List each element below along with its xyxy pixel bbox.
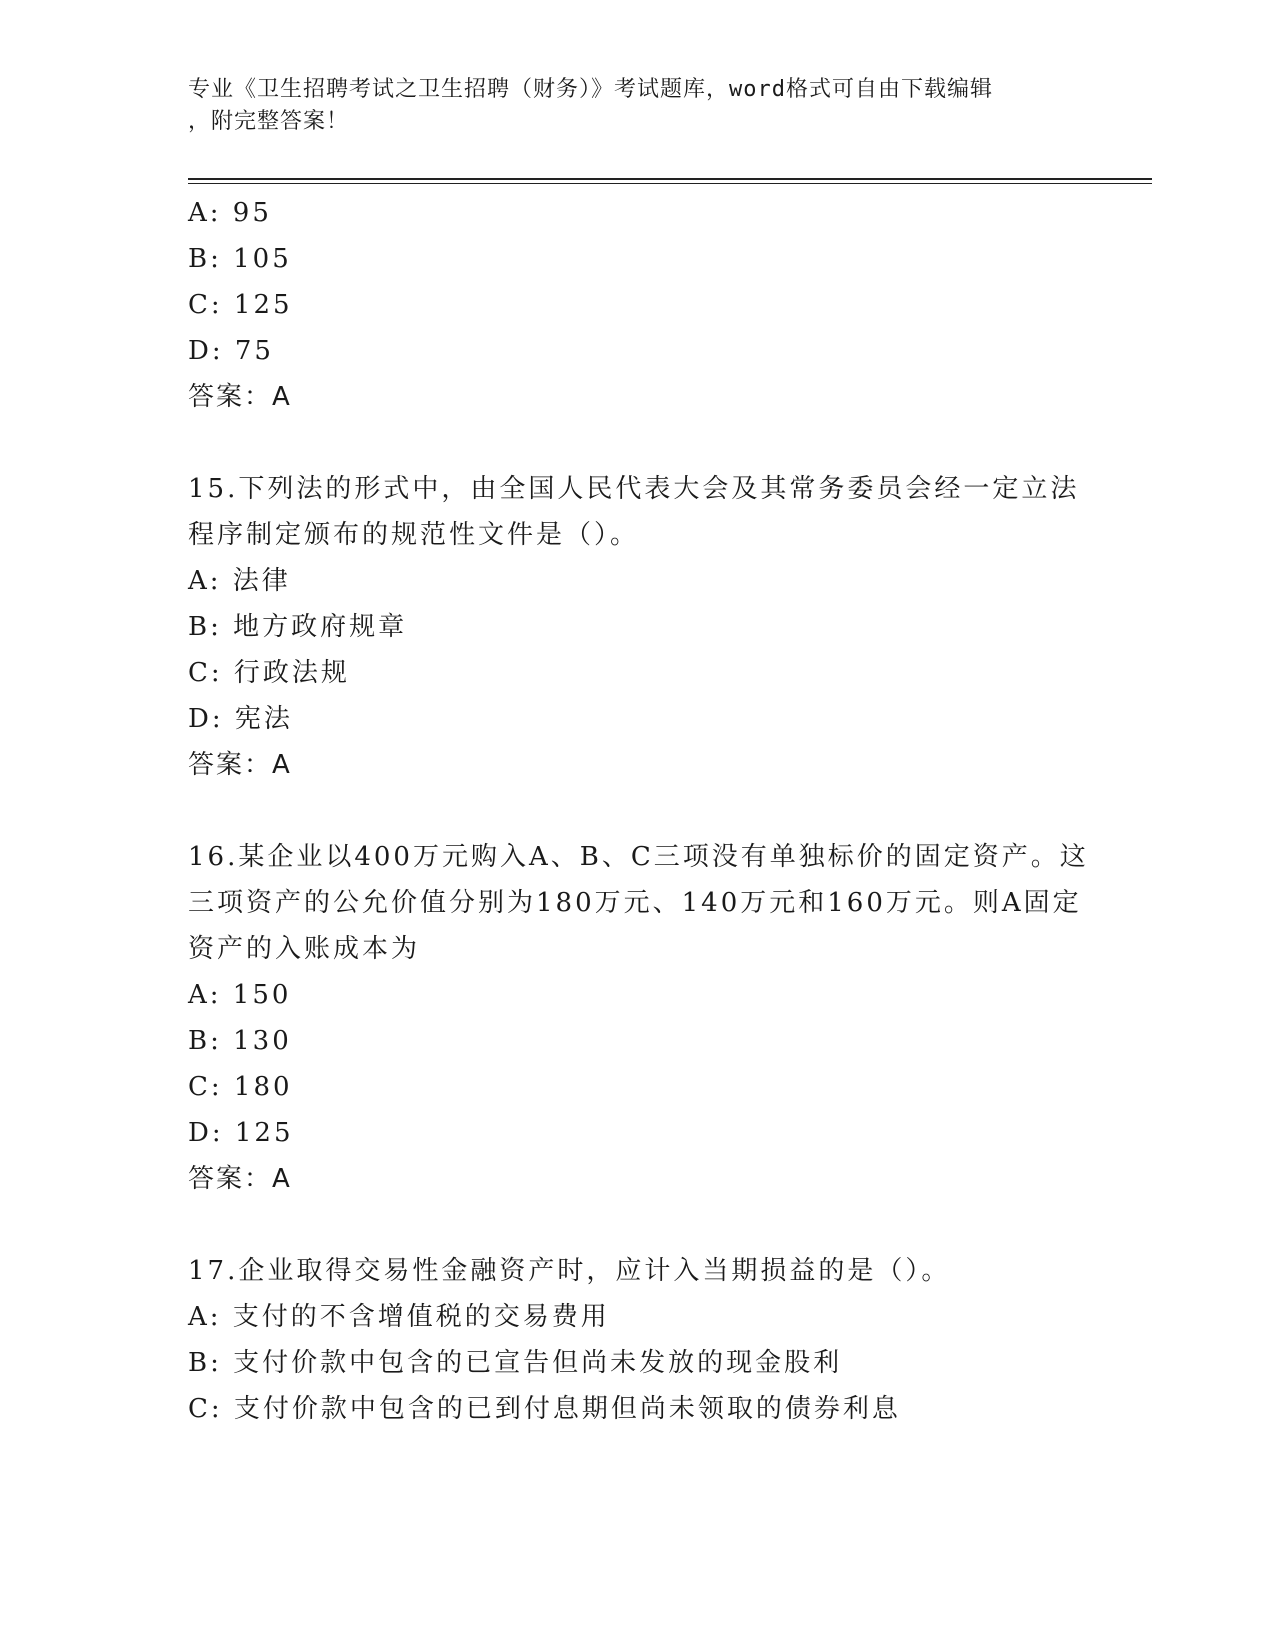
question-16 [188, 834, 1088, 1202]
answer-line: 答案：A [188, 382, 292, 412]
option-b: B: 130 [188, 1026, 292, 1056]
question-17 [188, 1248, 1088, 1432]
question-text-continued-2: 资产的入账成本为 [188, 934, 421, 964]
header-divider-thin [188, 183, 1152, 184]
option-d: D: 75 [188, 336, 274, 366]
option-a: A: 95 [188, 198, 272, 228]
answer-line: 答案：A [188, 750, 292, 780]
option-d: D: 宪法 [188, 704, 293, 734]
option-a: A: 法律 [188, 566, 291, 596]
option-d: D: 125 [188, 1118, 294, 1148]
option-a: A: 150 [188, 980, 292, 1010]
option-b: B: 地方政府规章 [188, 612, 408, 642]
header-divider-thick [188, 178, 1152, 180]
option-b: B: 105 [188, 244, 292, 274]
question-15 [188, 466, 1088, 788]
option-c: C: 125 [188, 290, 293, 320]
header-line-2: ，附完整答案！ [188, 109, 350, 134]
option-c: C: 支付价款中包含的已到付息期但尚未领取的债券利息 [188, 1394, 901, 1424]
question-text: 16.某企业以400万元购入A、B、C三项没有单独标价的固定资产。这 [188, 842, 1089, 872]
question-text: 15.下列法的形式中，由全国人民代表大会及其常务委员会经一定立法 [188, 474, 1080, 504]
option-a: A: 支付的不含增值税的交易费用 [188, 1302, 610, 1332]
question-text: 17.企业取得交易性金融资产时，应计入当期损益的是（）。 [188, 1256, 951, 1286]
option-c: C: 180 [188, 1072, 293, 1102]
question-text-continued: 三项资产的公允价值分别为180万元、140万元和160万元。则A固定 [188, 888, 1082, 918]
question-list [188, 190, 1088, 1432]
document-header [188, 74, 1088, 138]
header-line-1: 专业《卫生招聘考试之卫生招聘（财务）》考试题库，word格式可自由下载编辑 [188, 77, 993, 102]
answer-line: 答案：A [188, 1164, 292, 1194]
question-text-continued: 程序制定颁布的规范性文件是（）。 [188, 520, 640, 550]
option-b: B: 支付价款中包含的已宣告但尚未发放的现金股利 [188, 1348, 843, 1378]
question-14-continued [188, 190, 1088, 420]
option-c: C: 行政法规 [188, 658, 350, 688]
